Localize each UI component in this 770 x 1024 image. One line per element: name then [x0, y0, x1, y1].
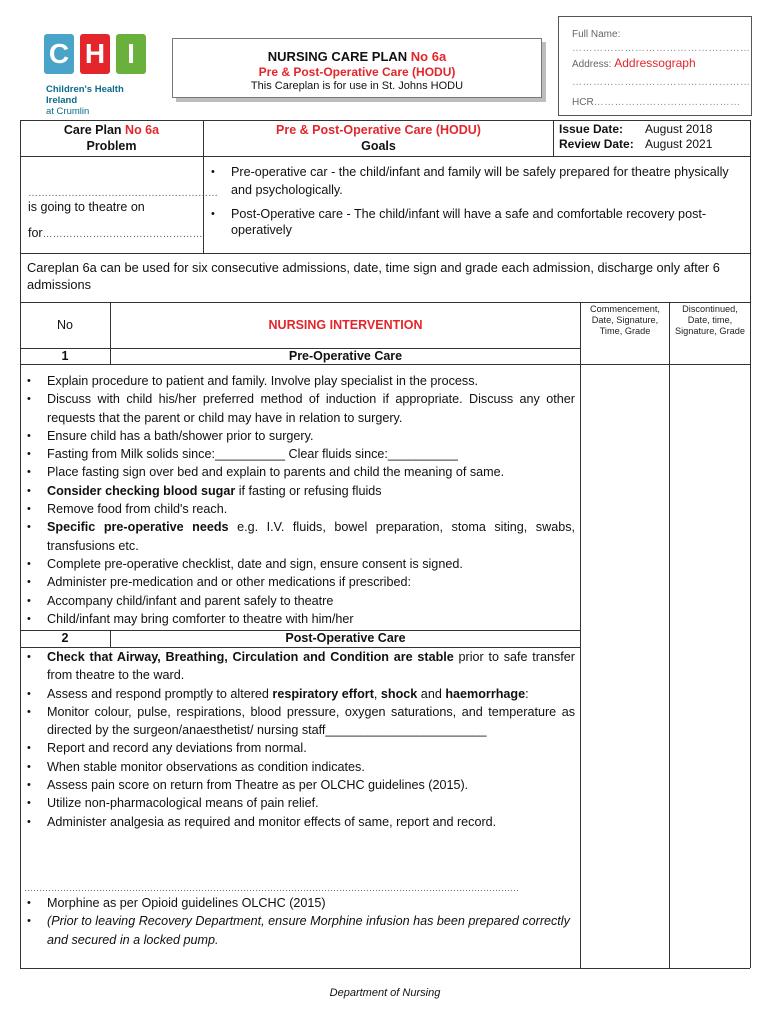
hcr-field[interactable]: HCR…………………………………… [572, 97, 741, 108]
goals-header: Pre & Post-Operative Care (HODU) Goals [276, 123, 481, 153]
pre-op-item: • Place fasting sign over bed and explain to parents and child the meaning of same. [20, 463, 575, 481]
post-operative-list-2 [20, 894, 575, 949]
post-op-item: • When stable monitor observations as condition indicates. [20, 758, 575, 776]
logo-block-i: I [116, 34, 146, 74]
care-plan-title-box [172, 38, 542, 98]
post-op-item: • Assess pain score on return from Theatre as per OLCHC guidelines (2015). [20, 776, 575, 794]
full-name-label: Full Name: [572, 29, 621, 40]
section-1-number: 1 [61, 349, 69, 363]
pre-op-item: • Discuss with child his/her preferred method of induction if appropriate. Discuss any other requests that the parent or child may have in relation to surgery. [20, 390, 575, 427]
post-op-item: • Monitor colour, pulse, respirations, blood pressure, oxygen saturations, and temperature as directed by the surgeon/anaesthetist/ nursing staff_______________________ [20, 703, 575, 740]
problem-header: Care Plan No 6a Problem [63, 123, 160, 153]
logo-org-name: Children's Health Ireland at Crumlin [46, 84, 124, 117]
pre-op-item: • Consider checking blood sugar if fasting or refusing fluids [20, 482, 575, 500]
nursing-intervention-header: NURSING INTERVENTION [268, 318, 423, 332]
section-2-title: Post-Operative Care [285, 631, 406, 645]
address-field: Address: Addressograph [572, 56, 696, 70]
address-dots[interactable]: …………………………………………… [572, 77, 751, 88]
going-to-theatre-text: is going to theatre on [28, 200, 145, 214]
pre-op-item: • Fasting from Milk solids since:__________ Clear fluids since:__________ [20, 445, 575, 463]
no-header: No [57, 318, 73, 332]
careplan-note: Careplan 6a can be used for six consecutive admissions, date, time sign and grade each admission, discharge only after 6 admissions [27, 260, 720, 292]
issue-review-dates: Issue Date: August 2018 Review Date: August 2021 [559, 122, 713, 151]
post-op-item: • Morphine as per Opioid guidelines OLCHC (2015) [20, 894, 575, 912]
child-name-field[interactable]: ………………………………………………… [28, 188, 218, 199]
discontinued-header: Discontinued, Date, time, Signature, Grade [675, 304, 745, 337]
pre-op-item: • Specific pre-operative needs e.g. I.V. fluids, bowel preparation, stoma siting, swabs, transfusions etc. [20, 518, 575, 555]
post-op-item: • Check that Airway, Breathing, Circulation and Condition are stable prior to safe transfer from theatre to the ward. [20, 648, 575, 685]
post-op-item: • Assess and respond promptly to altered respiratory effort, shock and haemorrhage: [20, 685, 575, 703]
section-1-title: Pre-Operative Care [288, 349, 403, 363]
patient-details-box [558, 16, 752, 116]
logo-block-h: H [80, 34, 110, 74]
footer-department: Department of Nursing [329, 987, 441, 999]
post-op-item: • (Prior to leaving Recovery Department, ensure Morphine infusion has been prepared correctly and secured in a locked pump. [20, 912, 575, 949]
pre-op-item: • Complete pre-operative checklist, date and sign, ensure consent is signed. [20, 555, 575, 573]
chi-logo [44, 30, 154, 117]
for-field[interactable]: for………………………………………… [28, 226, 203, 240]
goal-item: • Post-Operative care - The child/infant will have a safe and comfortable recovery post-operatively [204, 206, 738, 238]
goal-item: • Pre-operative car - the child/infant and family will be safely prepared for theatre physically and psychologically. [204, 163, 738, 199]
logo-block-c: C [44, 34, 74, 74]
commencement-header: Commencement, Date, Signature, Time, Grade [590, 304, 660, 337]
pre-op-item: • Explain procedure to patient and family. Involve play specialist in the process. [20, 372, 575, 390]
pre-op-item: • Administer pre-medication and or other medications if prescribed: [20, 573, 575, 591]
full-name-field[interactable]: …………………………………………… [572, 43, 751, 54]
goals-list [204, 163, 738, 238]
care-plan-scope: This Careplan is for use in St. Johns HODU [250, 80, 464, 92]
post-op-item: • Utilize non-pharmacological means of pain relief. [20, 794, 575, 812]
pre-op-item: • Child/infant may bring comforter to theatre with him/her [20, 610, 575, 628]
care-plan-title: NURSING CARE PLAN No 6a [267, 49, 447, 64]
post-op-item: • Report and record any deviations from normal. [20, 739, 575, 757]
pre-op-item: • Remove food from child's reach. [20, 500, 575, 518]
care-plan-subtitle: Pre & Post-Operative Care (HODU) [258, 65, 456, 79]
post-op-item: • Administer analgesia as required and monitor effects of same, report and record. [20, 813, 575, 831]
pre-op-item: • Ensure child has a bath/shower prior to surgery. [20, 427, 575, 445]
pre-operative-list [20, 372, 575, 628]
notes-dotted-line[interactable]: ………………………………………………………………………………………………………………………………………………… [24, 883, 519, 893]
section-2-number: 2 [61, 631, 69, 645]
post-operative-list [20, 648, 575, 831]
pre-op-item: • Accompany child/infant and parent safely to theatre [20, 592, 575, 610]
